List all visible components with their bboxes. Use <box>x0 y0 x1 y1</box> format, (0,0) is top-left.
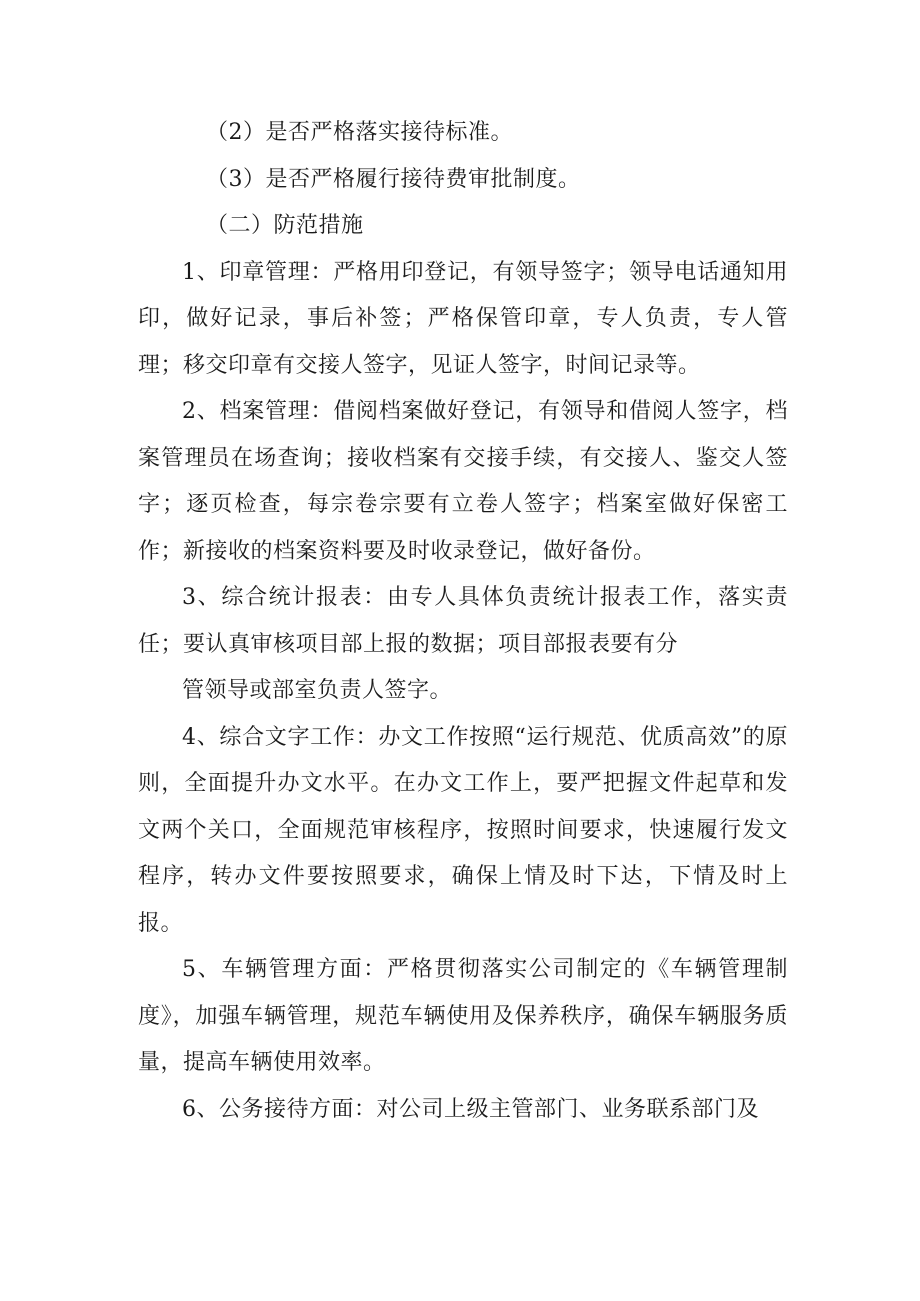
paragraph-archive-management: 2、档案管理：借阅档案做好登记，有领导和借阅人签字，档案管理员在场查询；接收档案有交接手续，有交接人、鉴交人签字；逐页检查，每宗卷宗要有立卷人签字；档案室做好保密工作；新接收的档案资料要及时收录登记，做好备份。 <box>138 399 788 564</box>
paragraph-writing-work: 4、综合文字工作：办文工作按照“运行规范、优质高效”的原则，全面提升办文水平。在办文工作上，要严把握文件起草和发文两个关口，全面规范审核程序，按照时间要求，快速履行发文程序，转办文件要按照要求，确保上情及时下达，下情及时上报。 <box>138 724 788 936</box>
document-body <box>138 110 788 1133</box>
paragraph-statistics-reports: 3、综合统计报表：由专人具体负责统计报表工作，落实责任；要认真审核项目部上报的数据；项目部报表要有分 <box>138 585 788 657</box>
paragraph-statistics-reports-continued: 管领导或部室负责人签字。 <box>182 678 453 703</box>
paragraph-seal-management: 1、印章管理：严格用印登记，有领导签字；领导电话通知用印，做好记录，事后补签；严格保管印章，专人负责，专人管理；移交印章有交接人签字，见证人签字，时间记录等。 <box>138 259 788 378</box>
item-check-approval-system: （3）是否严格履行接待费审批制度。 <box>206 166 581 192</box>
paragraph-vehicle-management: 5、车辆管理方面：严格贯彻落实公司制定的《车辆管理制度》，加强车辆管理，规范车辆使用及保养秩序，确保车辆服务质量，提高车辆使用效率。 <box>138 957 788 1075</box>
paragraph-official-reception: 6、公务接待方面：对公司上级主管部门、业务联系部门及 <box>182 1096 759 1122</box>
item-check-reception-standard: （2）是否严格落实接待标准。 <box>206 120 513 145</box>
section-heading-prevention: （二）防范措施 <box>206 213 364 238</box>
